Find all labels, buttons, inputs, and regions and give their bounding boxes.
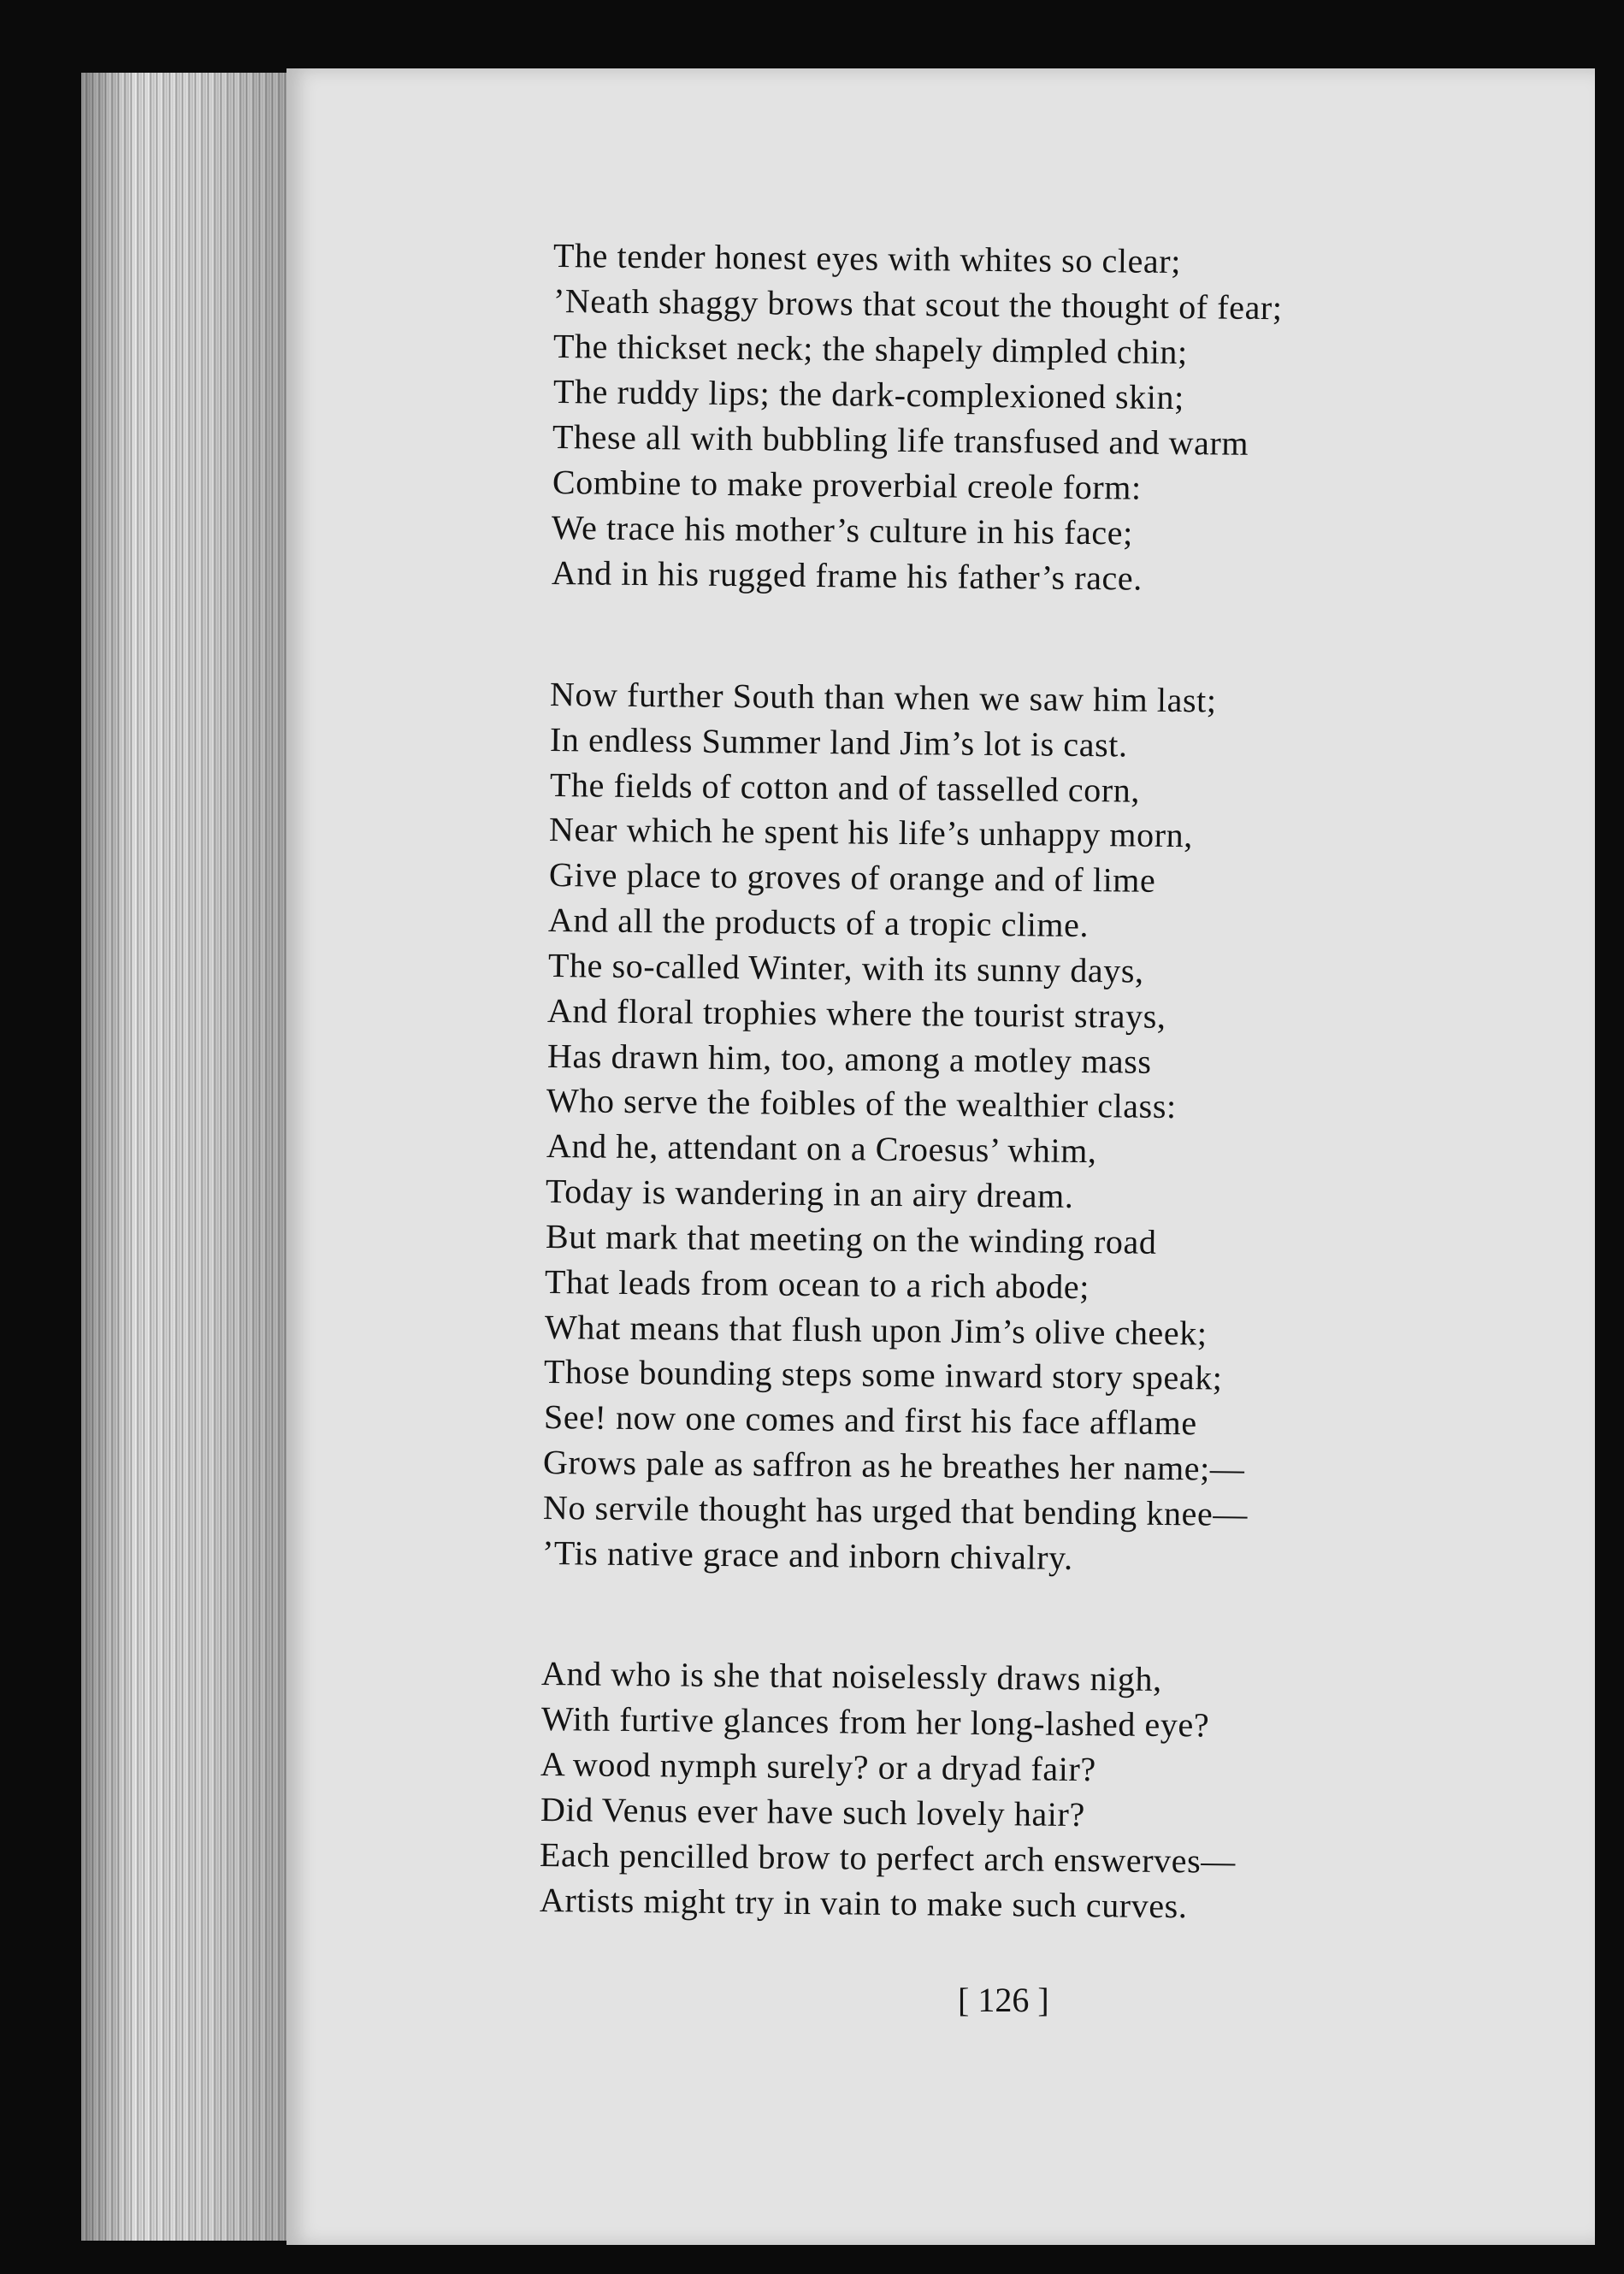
poem-line: Give place to groves of orange and of lime	[548, 855, 1156, 900]
poem-line: These all with bubbling life transfused and warm	[552, 417, 1249, 463]
poem-line: Combine to make proverbial creole form:	[552, 463, 1142, 507]
poem-line: In endless Summer land Jim’s lot is cast.	[549, 720, 1128, 765]
poem-line: The tender honest eyes with whites so clear;	[552, 236, 1182, 281]
poem-line: But mark that meeting on the winding road	[545, 1217, 1157, 1261]
poem-line: No servile thought has urged that bending knee—	[542, 1488, 1249, 1533]
poem-line: And floral trophies where the tourist strays,	[546, 991, 1166, 1036]
poem-line: And all the products of a tropic clime.	[547, 901, 1090, 945]
poem-line: Each pencilled brow to perfect arch enswerves—	[539, 1835, 1237, 1881]
poem-line: And in his rugged frame his father’s race.	[551, 553, 1143, 598]
poem-line: Near which he spent his life’s unhappy morn,	[548, 810, 1194, 855]
poem-line: What means that flush upon Jim’s olive cheek;	[544, 1308, 1208, 1353]
poem-line: ’Tis native grace and inborn chivalry.	[541, 1533, 1073, 1577]
poem-line: Did Venus ever have such lovely hair?	[540, 1790, 1086, 1834]
poem-line: And he, attendant on a Croesus’ whim,	[546, 1126, 1097, 1171]
poem-line: The thickset neck; the shapely dimpled chin;	[552, 327, 1188, 372]
book-page	[286, 68, 1595, 2245]
poem-line: Artists might try in vain to make such curves.	[539, 1881, 1188, 1926]
book-page-edges	[81, 73, 295, 2241]
poem-line: The ruddy lips; the dark-complexioned skin;	[552, 372, 1185, 417]
poem-line: A wood nymph surely? or a dryad fair?	[540, 1745, 1096, 1789]
poem-line: And who is she that noiselessly draws nigh,	[540, 1654, 1162, 1698]
poem-line: We trace his mother’s culture in his face;	[551, 508, 1134, 552]
poem-line: ’Neath shaggy brows that scout the thought of fear;	[552, 281, 1283, 328]
poem-line: With furtive glances from her long-lashed eye?	[540, 1699, 1210, 1745]
poem-line: Grows pale as saffron as he breathes her name;—	[542, 1443, 1245, 1488]
poem-line: The so-called Winter, with its sunny days,	[547, 946, 1144, 990]
poem-line: Those bounding steps some inward story speak;	[543, 1352, 1223, 1397]
poem-line: See! now one comes and first his face afflame	[543, 1397, 1197, 1443]
poem-text	[286, 68, 1595, 2245]
poem-line: That leads from ocean to a rich abode;	[544, 1262, 1090, 1307]
poem-line: Today is wandering in an airy dream.	[545, 1172, 1074, 1215]
poem-line: The fields of cotton and of tasselled corn,	[549, 765, 1141, 810]
poem-line: Who serve the foibles of the wealthier class:	[546, 1081, 1177, 1126]
page-number: [ 126 ]	[958, 1981, 1049, 2019]
poem-line: Has drawn him, too, among a motley mass	[546, 1037, 1152, 1081]
poem-line: Now further South than when we saw him last;	[549, 675, 1217, 720]
